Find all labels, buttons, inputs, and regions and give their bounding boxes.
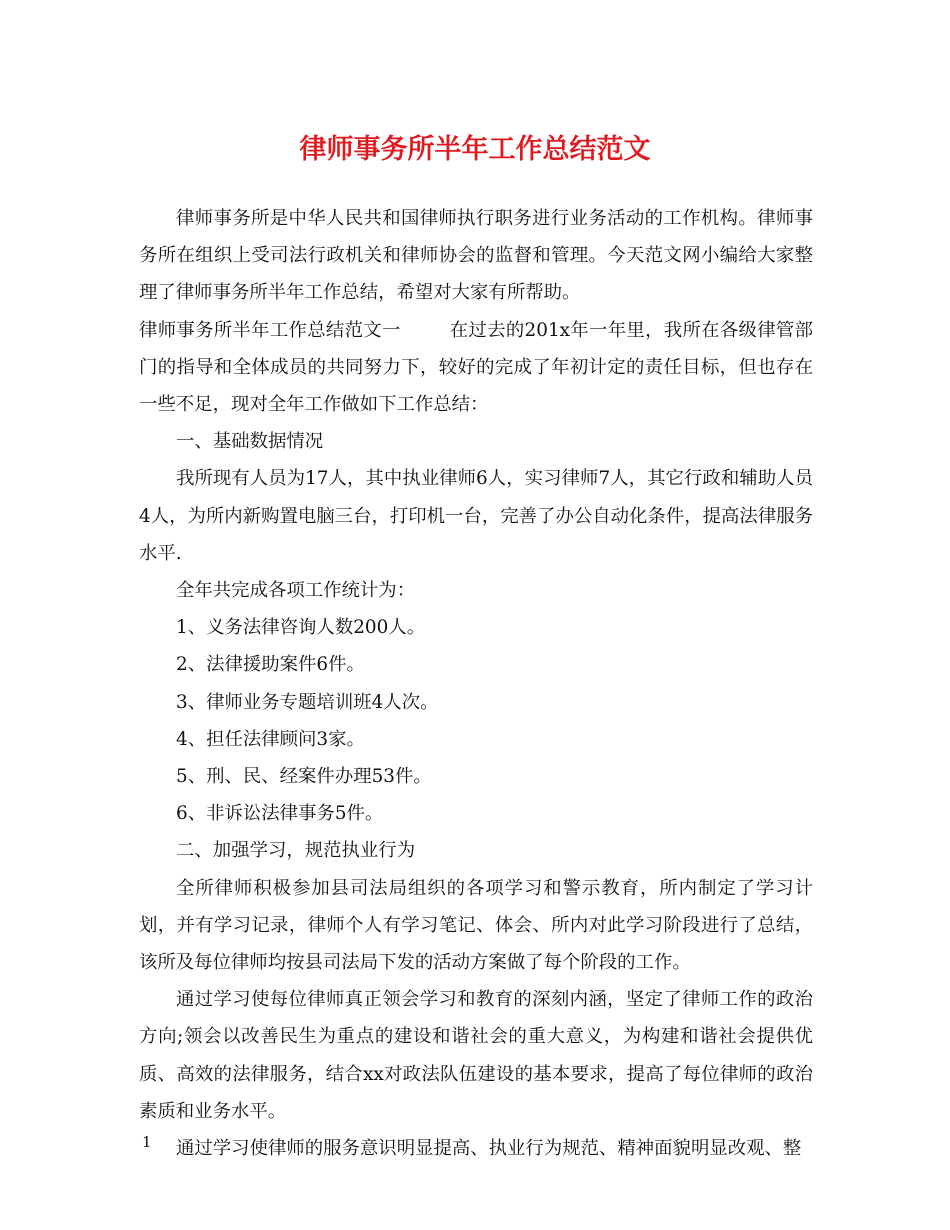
sample-opening-paragraph xyxy=(139,312,813,424)
section2-heading: 二、加强学习，规范执业行为 xyxy=(176,840,416,862)
stats-item: 3、律师业务专题培训班4人次。 xyxy=(176,691,439,713)
intro-paragraph: 律师事务所是中华人民共和国律师执行职务进行业务活动的工作机构。律师事务所在组织上受司法行政机关和律师协会的监督和管理。今天范文网小编给大家整理了律师事务所半年工作总结，希望对大家有所帮助。 xyxy=(139,208,813,304)
stats-intro: 全年共完成各项工作统计为： xyxy=(176,580,416,602)
stats-item: 4、担任法律顾问3家。 xyxy=(176,728,365,750)
stats-item: 2、法律援助案件6件。 xyxy=(176,654,365,676)
section1-paragraph: 我所现有人员为17人，其中执业律师6人，实习律师7人，其它行政和辅助人员4人，为所内新购置电脑三台，打印机一台，完善了办公自动化条件，提高法律服务水平. xyxy=(139,468,813,564)
page-title: 律师事务所半年工作总结范文 xyxy=(299,134,651,165)
stats-item: 1、义务法律咨询人数200人。 xyxy=(176,617,426,639)
page-number: 1 xyxy=(142,1133,152,1151)
section2-paragraph-1: 全所律师积极参加县司法局组织的各项学习和警示教育，所内制定了学习计划，并有学习记录，律师个人有学习笔记、体会、所内对此学习阶段进行了总结，该所及每位律师均按县司法局下发的活动方案做了每个阶段的工作。 xyxy=(139,877,813,974)
section1-heading: 一、基础数据情况 xyxy=(176,431,324,453)
sample-opening-text: 在过去的201x年一年里，我所在各级律管部门的指导和全体成员的共同努力下，较好的完成了年初计定的责任目标，但也存在一些不足，现对全年工作做如下工作总结： xyxy=(139,319,813,416)
sample-heading: 律师事务所半年工作总结范文一 xyxy=(139,319,401,341)
section2-paragraph-2: 通过学习使每位律师真正领会学习和教育的深刻内涵，坚定了律师工作的政治方向;领会以改善民生为重点的建设和谐社会的重大意义，为构建和谐社会提供优质、高效的法律服务，结合xx对政法队伍建设的基本要求，提高了每位律师的政治素质和业务水平。 xyxy=(139,989,813,1122)
stats-item: 5、刑、民、经案件办理53件。 xyxy=(176,766,432,788)
section2-paragraph-3: 通过学习使律师的服务意识明显提高、执业行为规范、精神面貌明显改观、整 xyxy=(176,1138,802,1160)
stats-item: 6、非诉讼法律事务5件。 xyxy=(176,803,384,825)
document-body xyxy=(139,200,813,1167)
